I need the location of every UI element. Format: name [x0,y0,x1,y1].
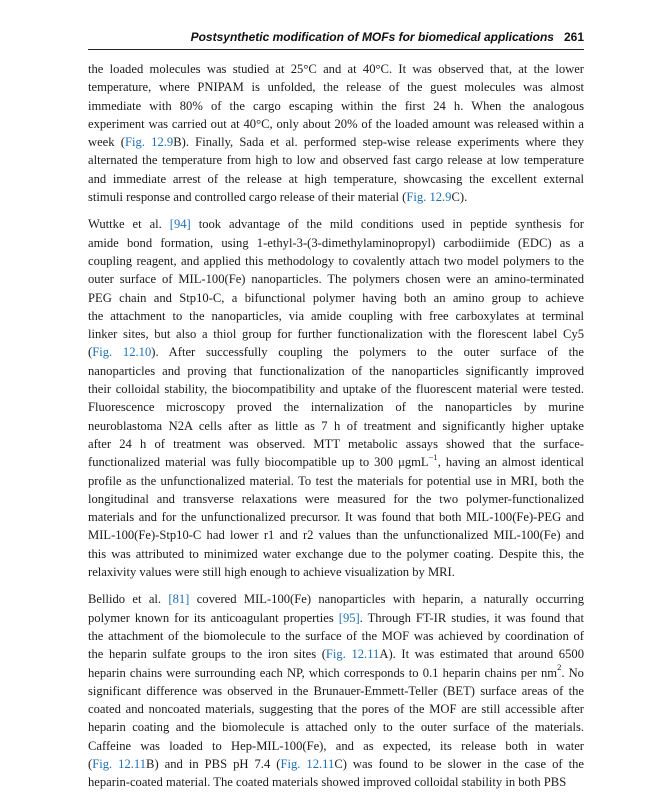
text-segment: , having an almost identical [437,455,584,470]
text-segment: ( [88,345,93,360]
text-line: coated and noncoated materials, suggesting that the pores of the MOF are still accessible after [88,702,584,717]
text-segment: C) was found to be slower in the case of the [334,756,585,771]
text-line: nanoparticles and proving that functionalization of the nanoparticles significantly improved [88,363,584,378]
superscript: 2 [557,662,562,673]
text-segment: B) and in PBS pH 7.4 ( [146,756,281,771]
text-segment: stimuli response and controlled cargo release of their material ( [88,190,407,205]
text-line: materials and for the unfunctionalized precursor. It was found that both MIL-100(Fe)-PEG and [88,510,584,525]
text-line: coupling reagent, and applied this methodology to covalently attach two model polymers to the [88,253,584,268]
text-line [88,215,584,233]
figure-link-12-11[interactable]: Fig. 12.11 [325,647,380,662]
text-segment: Bellido et al. [88,592,169,607]
text-line [88,343,584,361]
text-line: amide bond formation, using 1-ethyl-3-(3-dimethylaminopropyl) carbodiimide (EDC) as a [88,235,584,250]
figure-link-12-9[interactable]: Fig. 12.9 [406,190,452,205]
text-segment: ). After successfully coupling the polymers to the outer surface of the [151,345,584,360]
text-line: relaxivity values were still high enough to achieve visualization by MRI. [88,565,455,580]
text-segment: . No [561,665,584,680]
text-line: MIL-100(Fe)-Stp10-C had lower r1 and r2 values than the unfunctionalized MIL-100(Fe) and [88,528,584,543]
text-segment: functionalized material was fully biocompatible up to 300 μgmL [88,455,429,470]
paragraph-3 [88,590,584,791]
running-head-title: Postsynthetic modification of MOFs for biomedical applications [190,30,554,44]
figure-link-12-9[interactable]: Fig. 12.9 [125,135,174,150]
header-rule [88,49,584,50]
text-line: heparin coating and the biomolecule is attached only to the outer surface of the materials. [88,720,584,735]
running-head [88,30,584,44]
page-number: 261 [563,30,584,44]
text-segment: took advantage of the mild conditions used in peptide synthesis for [190,217,584,232]
text-line: longitudinal and transverse relaxations were measured for the two polymer-functionalized [88,491,584,506]
text-line [88,645,584,663]
text-segment: C). [451,190,468,205]
text-line [88,188,584,206]
text-segment: polymer known for its anticoagulant properties [88,610,339,625]
text-line [88,664,584,682]
text-segment: B). Finally, Sada et al. performed step-wise release experiments where they [173,135,584,150]
text-line: temperature, where PNIPAM is unfolded, the release of the guest molecules was almost [88,80,584,95]
text-line: Fluorescence microscopy proved the internalization of the nanoparticles by murine [88,400,584,415]
text-line: PEG chain and Stp10-C, a bifunctional polymer having both an amino group to achieve [88,290,584,305]
text-line: heparin-coated material. The coated materials showed improved colloidal stability in both PBS [88,775,567,790]
text-line: the attachment to the nanoparticles, via amide coupling with free carboxylates at terminal [88,308,584,323]
text-line: immediate with 80% of the cargo escaping within the first 24 h. When the analogous [88,98,584,113]
figure-link-12-10[interactable]: Fig. 12.10 [92,345,152,360]
text-line [88,755,584,773]
text-segment: covered MIL-100(Fe) nanoparticles with heparin, a naturally occurring [189,592,585,607]
citation-link-95[interactable]: [95] [338,610,360,625]
text-line: neuroblastoma N2A cells after as little as 7 h of treatment and significantly higher uptake [88,418,584,433]
citation-link-81[interactable]: [81] [168,592,190,607]
text-line: alternated the temperature from high to low and observed fast cargo release at low temperature [88,153,584,168]
text-line [88,453,584,471]
text-line: this was attributed to minimized water exchange due to the polymer coating. Despite this, the [88,546,584,561]
superscript: −1 [428,452,438,463]
figure-link-12-11[interactable]: Fig. 12.11 [92,756,147,771]
paragraph-1 [88,60,584,206]
text-line: their colloidal stability, the biocompatibility and uptake of the fluorescent material were tested. [88,382,584,397]
text-line: and immediate arrest of the release at high temperature, showcasing the excellent external [88,171,584,186]
citation-link-94[interactable]: [94] [169,217,191,232]
text-line: after 24 h of treatment was observed. MTT metabolic assays showed that the surface- [88,436,584,451]
text-line: profile as the unfunctionalized material. To test the materials for potential use in MRI, both the [88,473,584,488]
text-segment: ( [88,756,93,771]
text-line [88,133,584,151]
text-segment: A). It was estimated that around 6500 [379,647,584,662]
text-line: outer surface of MIL-100(Fe) nanoparticles. The polymers chosen were an amino-terminated [88,272,584,287]
text-segment: week ( [88,135,125,150]
text-line: significant difference was observed in the Brunauer-Emmett-Teller (BET) surface areas of the [88,683,584,698]
text-line [88,590,584,608]
text-line: Caffeine was loaded to Hep-MIL-100(Fe), and as expected, its release both in water [88,738,584,753]
text-segment: the heparin sulfate groups to the iron sites ( [88,647,326,662]
text-segment: Wuttke et al. [88,217,170,232]
text-line: the loaded molecules was studied at 25°C and at 40°C. It was observed that, at the lower [88,62,584,76]
text-line: the attachment of the biomolecule to the surface of the MOF was achieved by coordination of [88,628,584,643]
text-line: experiment was carried out at 40°C, only about 20% of the loaded amount was released within a [88,116,584,131]
text-line: linker sites, but also a thiol group for further functionalization with the florescent label Cy5 [88,327,584,342]
text-line [88,609,584,627]
body-text [88,60,584,801]
text-segment: . Through FT-IR studies, it was found that [359,610,585,625]
text-segment: heparin chains were surrounding each NP, which corresponds to 0.1 heparin chains per nm [88,665,558,680]
paragraph-2 [88,215,584,581]
figure-link-12-11[interactable]: Fig. 12.11 [280,756,335,771]
